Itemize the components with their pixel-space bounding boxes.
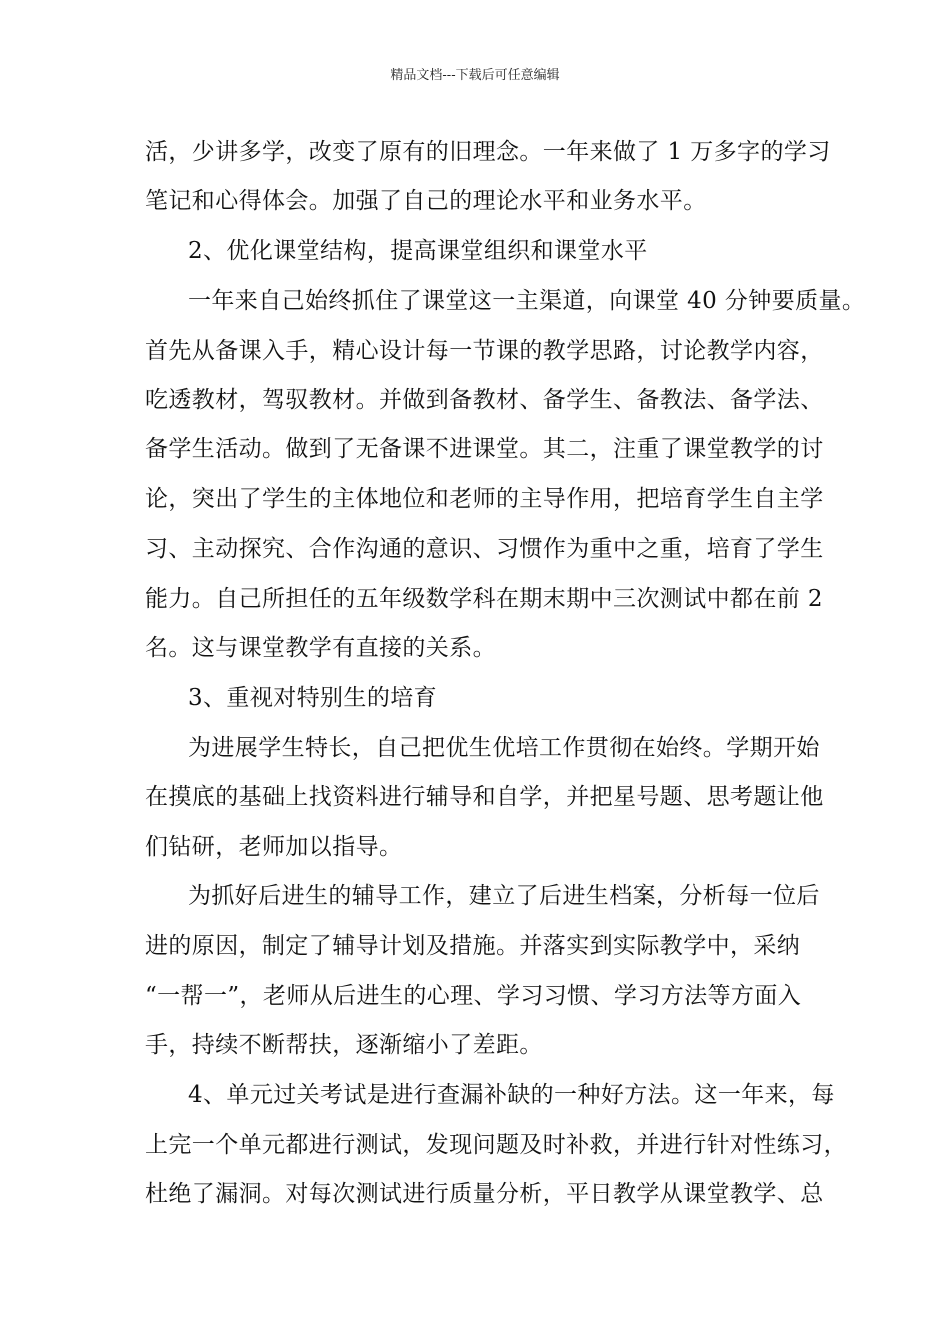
text-line: 杜绝了漏洞。对每次测试进行质量分析，平日教学从课堂教学、总 <box>145 1181 824 1207</box>
text-line: 名。这与课堂教学有直接的关系。 <box>145 635 496 661</box>
text-line: 能力。自己所担任的五年级数学科在期末期中三次测试中都在前 2 <box>145 586 823 612</box>
text-line: 进的原因，制定了辅导计划及措施。并落实到实际教学中，采纳 <box>145 933 801 959</box>
text-line: 为进展学生特长，自己把优生优培工作贯彻在始终。学期开始 <box>188 735 820 761</box>
section-heading: 4、单元过关考试是进行查漏补缺的一种好方法。这一年来，每 <box>188 1082 835 1108</box>
text-line: 一年来自己始终抓住了课堂这一主渠道，向课堂 40 分钟要质量。 <box>188 288 866 314</box>
text-line: 吃透教材，驾驭教材。并做到备教材、备学生、备教法、备学法、 <box>145 387 824 413</box>
text-line: 在摸底的基础上找资料进行辅导和自学，并把星号题、思考题让他 <box>145 784 824 810</box>
text-line: 手，持续不断帮扶，逐渐缩小了差距。 <box>145 1032 543 1058</box>
section-heading: 2、优化课堂结构，提高课堂组织和课堂水平 <box>188 238 648 264</box>
text-line: 们钻研，老师加以指导。 <box>145 834 403 860</box>
text-line: 备学生活动。做到了无备课不进课堂。其二，注重了课堂教学的讨 <box>145 436 824 462</box>
text-line: 为抓好后进生的辅导工作，建立了后进生档案，分析每一位后 <box>188 883 820 909</box>
text-line: 首先从备课入手，精心设计每一节课的教学思路，讨论教学内容， <box>145 338 824 364</box>
text-line: 活，少讲多学，改变了原有的旧理念。一年来做了 1 万多字的学习 <box>145 139 831 165</box>
text-line: 上完一个单元都进行测试，发现问题及时补救，并进行针对性练习， <box>145 1132 847 1158</box>
text-line: 笔记和心得体会。加强了自己的理论水平和业务水平。 <box>145 188 707 214</box>
text-line: 论，突出了学生的主体地位和老师的主导作用，把培育学生自主学 <box>145 486 824 512</box>
page-header: 精品文档---下载后可任意编辑 <box>390 68 560 83</box>
text-line: “一帮一”，老师从后进生的心理、学习习惯、学习方法等方面入 <box>145 983 802 1009</box>
text-line: 习、主动探究、合作沟通的意识、习惯作为重中之重，培育了学生 <box>145 536 824 562</box>
section-heading: 3、重视对特别生的培育 <box>188 685 438 711</box>
